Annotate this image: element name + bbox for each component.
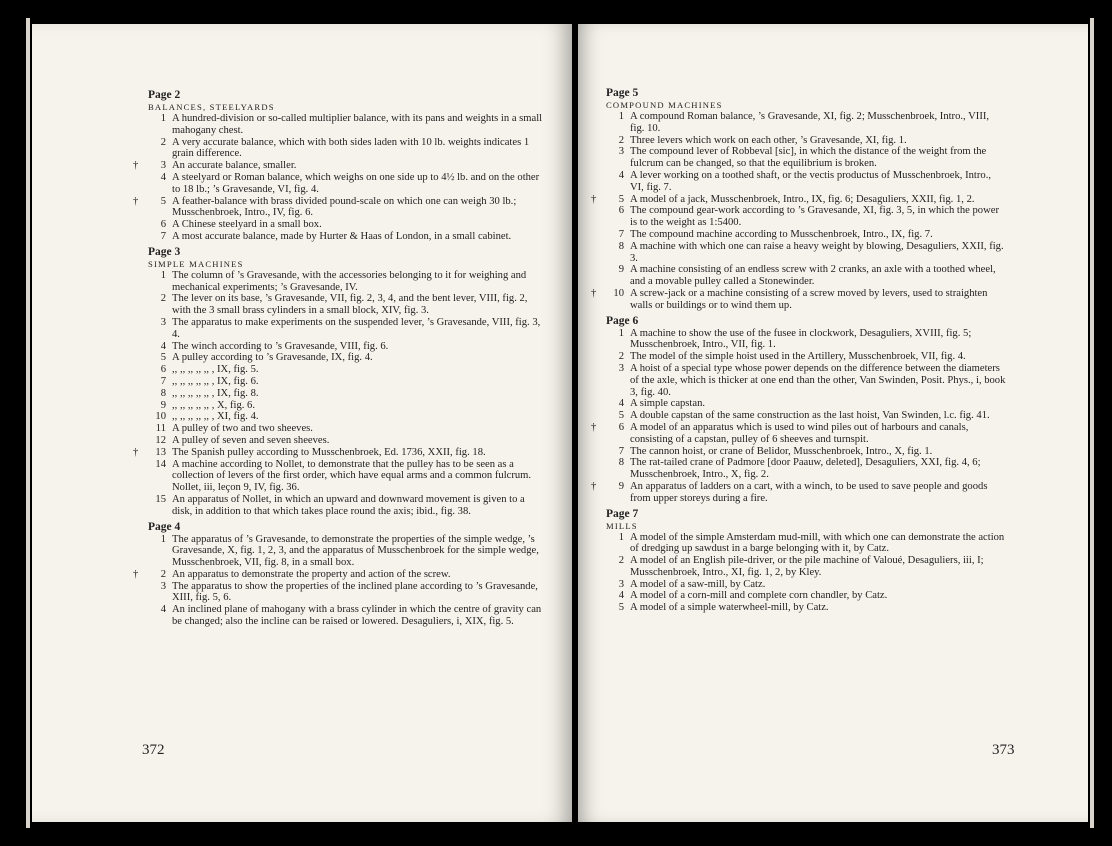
catalogue-entry xyxy=(148,172,543,196)
entry-number: 7 xyxy=(160,375,166,387)
entry-text: A hoist of a special type whose power depends on the difference between the diameters of the axle, which is thicker at one end than the other, Van Swinden, Posit. Phys., i, book 3, fig. 40. xyxy=(630,362,1006,398)
entry-text: Three levers which work on each other, ’s Gravesande, XI, fig. 1. xyxy=(630,134,907,146)
entry-number: 2 xyxy=(160,136,166,148)
entry-text: An inclined plane of mahogany with a brass cylinder in which the centre of gravity can be changed; also the incline can be raised or lowered. Desaguliers, i, XIX, fig. 5. xyxy=(172,604,542,628)
entry-number: 2 xyxy=(618,555,624,567)
catalogue-entry xyxy=(591,193,1006,206)
catalogue-entry xyxy=(148,459,543,494)
catalogue-entry xyxy=(133,160,543,172)
entry-text: An apparatus of Nollet, in which an upward and downward movement is given to a disk, in addition to that which takes place round the axis; ibid., fig. 38. xyxy=(172,493,525,517)
entry-number: 4 xyxy=(618,398,624,410)
entry-number: 1 xyxy=(618,111,624,122)
catalogue-entry xyxy=(148,581,543,605)
catalogue-entry xyxy=(606,205,1006,229)
entry-text: A machine to show the use of the fusee in clockwork, Desaguliers, XVIII, fig. 5; Musschenbroek, Intro., VII, fig. 1. xyxy=(630,327,972,351)
entry-text: A model of a corn-mill and complete corn chandler, by Catz. xyxy=(630,590,888,602)
page-stack-edge-left xyxy=(26,18,30,828)
catalogue-entry xyxy=(148,534,543,569)
dagger-mark: † xyxy=(591,480,597,492)
entry-text: A feather-balance with brass divided pound-scale on which one can weigh 30 lb.; Musschenbroek, Intro., IV, fig. 6. xyxy=(172,195,517,219)
section-page-heading: Page 4 xyxy=(148,520,181,533)
entry-text: A screw-jack or a machine consisting of a screw moved by levers, used to straighten walls or buildings or to wind them up. xyxy=(630,287,988,311)
catalogue-entry xyxy=(606,229,1006,241)
entry-text: ,, ,, ,, ,, ,, , XI, fig. 4. xyxy=(172,411,259,423)
catalogue-entry xyxy=(606,555,1006,579)
catalogue-entry xyxy=(148,400,543,412)
left-page xyxy=(32,24,572,822)
dagger-mark: † xyxy=(591,287,597,299)
category-heading: SIMPLE MACHINES xyxy=(148,258,244,269)
entry-number: 8 xyxy=(618,240,624,252)
catalogue-entry xyxy=(606,363,1006,398)
catalogue-entry xyxy=(606,135,1006,147)
entry-number: 3 xyxy=(618,578,624,590)
entry-text: A pulley of seven and seven sheeves. xyxy=(172,434,330,446)
right-page xyxy=(578,24,1088,822)
catalogue-entry xyxy=(606,602,1006,614)
catalogue-entry xyxy=(606,328,1006,352)
entry-text: A machine consisting of an endless screw with 2 cranks, an axle with a toothed wheel, and a movable pulley called a Stonewinder. xyxy=(630,264,996,288)
entry-number: 4 xyxy=(160,604,166,616)
catalogue-entry xyxy=(148,435,543,447)
entry-text: A model of the simple Amsterdam mud-mill, with which one can demonstrate the action of dredging up sawdust in a barge belonging with it, by Catz. xyxy=(630,531,1005,555)
catalogue-entry xyxy=(148,317,543,341)
entry-number: 2 xyxy=(160,293,166,305)
section-page-heading: Page 5 xyxy=(606,87,639,99)
left-page-content xyxy=(133,86,543,628)
catalogue-entry xyxy=(133,446,543,459)
entry-number: 9 xyxy=(618,264,624,276)
entry-number: 5 xyxy=(618,410,624,422)
entry-number: 7 xyxy=(160,230,166,242)
entry-number: 3 xyxy=(618,362,624,374)
category-heading: COMPOUND MACHINES xyxy=(606,100,723,110)
entry-number: 14 xyxy=(155,458,166,470)
catalogue-entry xyxy=(133,568,543,581)
section-page-heading: Page 7 xyxy=(606,507,639,520)
catalogue-entry xyxy=(606,532,1006,556)
catalogue-entry xyxy=(148,376,543,388)
entry-text: The apparatus of ’s Gravesande, to demonstrate the properties of the simple wedge, ’s Gravesande, X, fig. 1, 2, 3, and the apparatus of Musschenbroek for the simple wedge, Musschenbroek, VII, fig. 8, in a small box. xyxy=(172,533,539,569)
entry-text: A pulley of two and two sheeves. xyxy=(172,423,313,435)
entry-text: A machine according to Nollet, to demonstrate that the pulley has to be seen as a collection of levers of the first order, which have equal arms and a common fulcrum. Nollet, iii, leçon 9, IV, fig. 36. xyxy=(172,458,532,494)
catalogue-entry xyxy=(591,421,1006,446)
entry-text: A most accurate balance, made by Hurter & Haas of London, in a small cabinet. xyxy=(172,230,512,242)
entry-number: 4 xyxy=(160,340,166,352)
entry-number: 15 xyxy=(155,493,166,505)
entry-number: 10 xyxy=(155,411,166,423)
entry-text: A pulley according to ’s Gravesande, IX, fig. 4. xyxy=(172,352,373,364)
catalogue-entry xyxy=(591,287,1006,312)
entry-text: The column of ’s Gravesande, with the accessories belonging to it for weighing and mechanical experiments; ’s Gravesande, IV. xyxy=(172,269,527,293)
section-page-heading: Page 3 xyxy=(148,245,181,258)
entry-number: 6 xyxy=(160,364,166,376)
entry-text: An apparatus to demonstrate the property and action of the screw. xyxy=(172,568,451,580)
catalogue-entry xyxy=(148,494,543,518)
catalogue-entry xyxy=(606,111,1006,135)
entry-number: 6 xyxy=(160,219,166,231)
entry-text: A model of a simple waterwheel-mill, by Catz. xyxy=(630,602,829,614)
entry-number: 3 xyxy=(160,580,166,592)
catalogue-entry xyxy=(148,137,543,161)
entry-text: A double capstan of the same construction as the last hoist, Van Swinden, l.c. fig. 41. xyxy=(630,410,990,422)
entry-text: The winch according to ’s Gravesande, VIII, fig. 6. xyxy=(172,340,389,352)
catalogue-entry xyxy=(606,579,1006,591)
entry-number: 1 xyxy=(618,327,624,339)
dagger-mark: † xyxy=(133,568,139,580)
catalogue-entry xyxy=(148,388,543,400)
dagger-mark: † xyxy=(133,446,139,458)
entry-text: The rat-tailed crane of Padmore [door Paauw, deleted], Desaguliers, XXI, fig. 4, 6; Musschenbroek, Intro., X, fig. 2. xyxy=(630,457,981,481)
entry-text: The model of the simple hoist used in the Artillery, Musschenbroek, VII, fig. 4. xyxy=(630,351,966,363)
entry-number: 5 xyxy=(618,193,624,205)
entry-text: The apparatus to make experiments on the suspended lever, ’s Gravesande, VIII, fig. 3, 4. xyxy=(172,316,541,340)
entry-number: 1 xyxy=(618,531,624,543)
category-heading: BALANCES, STEELYARDS xyxy=(148,102,275,112)
entry-number: 2 xyxy=(618,134,624,146)
entry-text: A machine with which one can raise a heavy weight by blowing, Desaguliers, XXII, fig. 3. xyxy=(630,240,1004,264)
entry-text: The Spanish pulley according to Musschenbroek, Ed. 1736, XXII, fig. 18. xyxy=(172,446,486,458)
catalogue-entry xyxy=(148,219,543,231)
entry-number: 3 xyxy=(160,316,166,328)
dagger-mark: † xyxy=(591,421,597,433)
page-stack-edge-right xyxy=(1090,18,1094,828)
entry-text: A simple capstan. xyxy=(630,398,706,410)
page-number: 372 xyxy=(142,742,165,758)
catalogue-entry xyxy=(606,457,1006,481)
catalogue-entry xyxy=(148,364,543,376)
catalogue-entry xyxy=(148,293,543,317)
entry-text: A model of a jack, Musschenbroek, Intro., IX, fig. 6; Desaguliers, XXII, fig. 1, 2. xyxy=(630,193,975,205)
entry-text: The compound machine according to Musschenbroek, Intro., IX, fig. 7. xyxy=(630,228,933,240)
entry-number: 2 xyxy=(160,568,166,580)
entry-number: 4 xyxy=(160,171,166,183)
entry-text: A hundred-division or so-called multiplier balance, with its pans and weights in a small mahogany chest. xyxy=(172,113,543,136)
catalogue-entry xyxy=(606,446,1006,458)
dagger-mark: † xyxy=(591,193,597,205)
entry-number: 12 xyxy=(155,434,166,446)
entry-number: 7 xyxy=(618,228,624,240)
catalogue-entry xyxy=(148,113,543,137)
entry-number: 8 xyxy=(618,457,624,469)
entry-text: A very accurate balance, which with both sides laden with 10 lb. weights indicates 1 grain difference. xyxy=(172,136,530,160)
entry-text: ,, ,, ,, ,, ,, , IX, fig. 6. xyxy=(172,375,259,387)
entry-text: The lever on its base, ’s Gravesande, VII, fig. 2, 3, 4, and the bent lever, VIII, fig. 2, with the 3 small brass cylinders in a small block, XIV, fig. 3. xyxy=(172,293,528,317)
entry-text: A model of a saw-mill, by Catz. xyxy=(630,578,766,590)
entry-number: 4 xyxy=(618,169,624,181)
catalogue-entry xyxy=(148,341,543,353)
entry-text: The cannon hoist, or crane of Belidor, Musschenbroek, Intro., X, fig. 1. xyxy=(630,445,933,457)
entry-number: 5 xyxy=(618,602,624,614)
entry-number: 11 xyxy=(155,423,166,435)
catalogue-entry xyxy=(148,411,543,423)
dagger-mark: † xyxy=(133,160,139,172)
entry-text: The compound gear-work according to ’s Gravesande, XI, fig. 3, 5, in which the power is to the weight as 1:5400. xyxy=(630,205,999,229)
entry-text: ,, ,, ,, ,, ,, , IX, fig. 5. xyxy=(172,364,259,376)
entry-text: ,, ,, ,, ,, ,, , IX, fig. 8. xyxy=(172,387,259,399)
entry-number: 6 xyxy=(618,421,624,433)
entry-number: 5 xyxy=(160,352,166,364)
catalogue-entry xyxy=(148,423,543,435)
catalogue-entry xyxy=(591,480,1006,505)
entry-number: 3 xyxy=(618,146,624,158)
entry-number: 4 xyxy=(618,590,624,602)
entry-number: 1 xyxy=(160,113,166,124)
entry-text: A lever working on a toothed shaft, or the vectis productus of Musschenbroek, Intro., VI, fig. 7. xyxy=(630,169,991,193)
entry-number: 13 xyxy=(155,446,166,458)
dagger-mark: † xyxy=(133,195,139,207)
catalogue-entry xyxy=(606,170,1006,194)
entry-text: The compound lever of Robbeval [sic], in which the distance of the weight from the fulcrum can be changed, so that the equilibrium is broken. xyxy=(630,146,987,170)
catalogue-entry xyxy=(148,604,543,628)
entry-number: 2 xyxy=(618,351,624,363)
entry-number: 6 xyxy=(618,205,624,217)
entry-text: A Chinese steelyard in a small box. xyxy=(172,219,322,231)
entry-text: A compound Roman balance, ’s Gravesande, XI, fig. 2; Musschenbroek, Intro., VIII, fig. 10. xyxy=(630,111,990,134)
entry-number: 7 xyxy=(618,445,624,457)
catalogue-entry xyxy=(606,241,1006,265)
catalogue-entry xyxy=(148,352,543,364)
section-page-heading: Page 6 xyxy=(606,314,639,327)
entry-number: 8 xyxy=(160,387,166,399)
entry-text: A model of an English pile-driver, or the pile machine of Valoué, Desaguliers, iii, I; Musschenbroek, Intro., XI, fig. 1, 2, by Kley. xyxy=(630,555,984,578)
entry-text: ,, ,, ,, ,, ,, , X, fig. 6. xyxy=(172,399,255,411)
catalogue-entry xyxy=(148,231,543,243)
right-page-content xyxy=(591,84,1006,614)
entry-text: An apparatus of ladders on a cart, with a winch, to be used to save people and goods from upper storeys during a fire. xyxy=(630,480,988,504)
catalogue-entry xyxy=(606,351,1006,363)
entry-number: 1 xyxy=(160,533,166,545)
entry-text: A steelyard or Roman balance, which weighs on one side up to 4½ lb. and on the other to 18 lb.; ’s Gravesande, VI, fig. 4. xyxy=(172,171,540,195)
entry-number: 9 xyxy=(160,399,166,411)
entry-text: The apparatus to show the properties of the inclined plane according to ’s Gravesande, XIII, fig. 5, 6. xyxy=(172,580,538,604)
catalogue-entry xyxy=(606,590,1006,602)
category-heading: MILLS xyxy=(606,520,638,531)
catalogue-entry xyxy=(606,264,1006,288)
entry-number: 5 xyxy=(160,195,166,207)
catalogue-entry xyxy=(606,146,1006,170)
catalogue-entry xyxy=(133,195,543,220)
entry-number: 3 xyxy=(160,160,166,172)
catalogue-entry xyxy=(606,398,1006,410)
section-page-heading: Page 2 xyxy=(148,89,181,101)
entry-number: 9 xyxy=(618,480,624,492)
catalogue-entry xyxy=(606,410,1006,422)
entry-text: A model of an apparatus which is used to wind piles out of harbours and canals, consisting of a capstan, pulley of 6 sheeves and turnspit. xyxy=(630,421,969,445)
entry-number: 10 xyxy=(613,287,624,299)
page-number: 373 xyxy=(992,742,1015,758)
entry-text: An accurate balance, smaller. xyxy=(172,160,297,172)
catalogue-entry xyxy=(148,270,543,294)
entry-number: 1 xyxy=(160,269,166,281)
